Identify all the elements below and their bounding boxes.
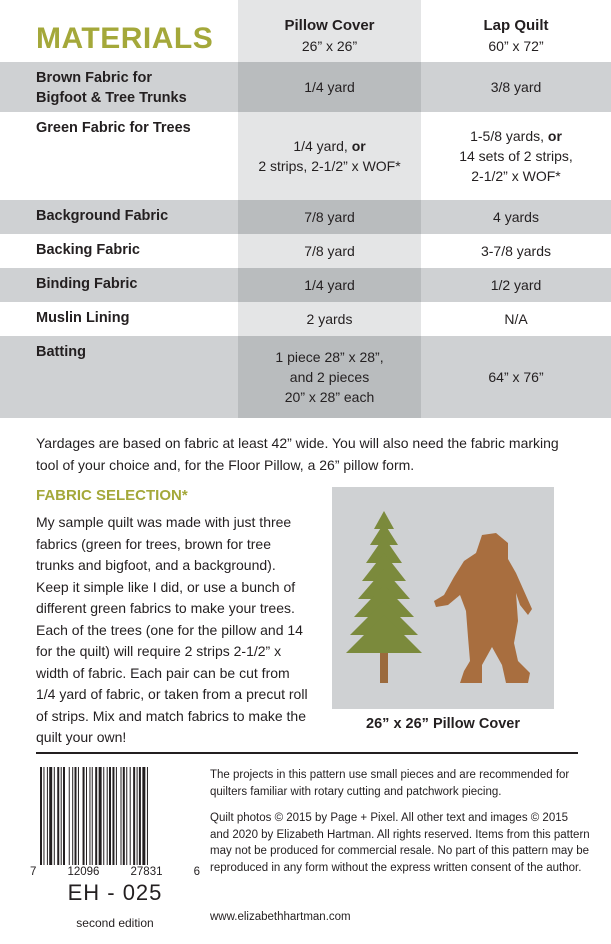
- barcode-bar: [49, 767, 52, 865]
- pillow-amount-line: 1/4 yard: [304, 79, 355, 95]
- quilt-amount: [421, 275, 611, 295]
- product-code: EH - 025: [67, 880, 163, 905]
- barcode-bar: [89, 767, 90, 865]
- fabric-selection-body: My sample quilt was made with just three fabrics (green for trees, brown for tree trunks and bigfoot, and a background). Keep it simple like I did, or use a bunch of different green fabrics to make your trees. Each of the trees (one for the pillow and 14 for the quilt) will require 2 strips 2-1/2” x width of fabric. Each pair can be cut from 1/4 yard of fabric, or taken from a precut roll of strips. Mix and match fabrics to make the quilt your own!: [36, 514, 308, 745]
- barcode-bar: [137, 767, 138, 865]
- barcode: [40, 767, 190, 865]
- skill-note: The projects in this pattern use small pieces and are recommended for quilters familiar with rotary cutting and patchwork piecing.: [210, 769, 570, 798]
- barcode-bar: [40, 767, 42, 865]
- barcode-bar: [78, 767, 79, 865]
- quilt-amount-line: 3/8 yard: [490, 79, 542, 95]
- pillow-column-name: Pillow Cover: [284, 17, 375, 34]
- pillow-amount: [238, 77, 421, 97]
- yardage-note: Yardages are based on fabric at least 42” wide. You will also need the fabric marking tool of your choice and, for the Floor Pillow, a 26” pillow form.: [36, 435, 559, 473]
- barcode-bar: [109, 767, 111, 865]
- barcode-bar: [95, 767, 97, 865]
- quilt-amount-line: 2-1/2” x WOF*: [471, 168, 561, 184]
- barcode-bar: [133, 767, 135, 865]
- barcode-bar: [121, 767, 122, 865]
- material-label: [36, 308, 129, 328]
- quilt-amount-line: 64” x 76”: [488, 369, 544, 385]
- barcode-bar: [126, 767, 127, 865]
- material-label: [36, 118, 191, 138]
- pillow-amount: [238, 309, 421, 329]
- barcode-bar: [103, 767, 104, 865]
- pillow-cover-image: [332, 487, 554, 709]
- materials-row: [0, 268, 611, 302]
- quilt-amount-line: N/A: [504, 311, 528, 327]
- material-label: [36, 240, 140, 260]
- edition-label: second edition: [76, 916, 154, 930]
- website-link[interactable]: www.elizabethhartman.com: [210, 911, 351, 923]
- quilt-amount-line: 1-5/8 yards, or: [470, 128, 562, 144]
- barcode-bar: [123, 767, 125, 865]
- barcode-bar: [116, 767, 117, 865]
- pillow-amount: [238, 207, 421, 227]
- barcode-bar: [130, 767, 131, 865]
- material-label-line: Bigfoot & Tree Trunks: [36, 90, 187, 106]
- pillow-amount: [238, 275, 421, 295]
- barcode-bar: [112, 767, 114, 865]
- materials-row: [0, 112, 611, 200]
- pillow-amount-line: 1/4 yard, or: [293, 138, 366, 154]
- pillow-amount-line: 2 strips, 2-1/2” x WOF*: [258, 158, 401, 174]
- image-caption: 26” x 26” Pillow Cover: [366, 716, 520, 732]
- quilt-amount-line: 1/2 yard: [490, 277, 542, 293]
- barcode-bar: [69, 767, 70, 865]
- barcode-digits: [30, 866, 200, 878]
- pillow-column-size: 26” x 26”: [301, 38, 358, 54]
- quilt-amount-line: 14 sets of 2 strips,: [459, 148, 573, 164]
- barcode-bar: [57, 767, 59, 865]
- barcode-bar: [142, 767, 145, 865]
- material-label: [36, 274, 138, 294]
- barcode-digit-group: 12096: [67, 866, 100, 878]
- barcode-bar: [139, 767, 141, 865]
- barcode-bar: [72, 767, 73, 865]
- materials-title: MATERIALS: [36, 22, 214, 55]
- quilt-amount-line: 4 yards: [493, 209, 539, 225]
- pillow-amount: [238, 241, 421, 261]
- pillow-column-header: [238, 16, 421, 56]
- bigfoot-figure: [434, 533, 532, 683]
- material-label: [36, 206, 168, 226]
- material-label-line: Muslin Lining: [36, 310, 130, 326]
- material-label-line: Batting: [36, 344, 86, 360]
- quilt-amount: [421, 77, 611, 97]
- quilt-column-name: Lap Quilt: [483, 17, 549, 34]
- material-label-line: Background Fabric: [36, 208, 169, 224]
- material-label-line: Green Fabric for Trees: [36, 120, 191, 136]
- pillow-amount-line: and 2 pieces: [289, 369, 370, 385]
- copyright-note: Quilt photos © 2015 by Page + Pixel. All other text and images © 2015 and 2020 by Elizabeth Hartman. All rights reserved. Items from this pattern may not be produced for commercial resale. No part of this pattern may be reproduced in any form without the express written consent of the author.: [210, 812, 590, 874]
- barcode-bar: [83, 767, 85, 865]
- materials-table: [0, 0, 611, 418]
- divider: [36, 752, 578, 754]
- quilt-amount: [421, 309, 611, 329]
- quilt-column-size: 60” x 72”: [488, 38, 544, 54]
- pillow-amount-line: 7/8 yard: [304, 209, 355, 225]
- barcode-digit-group: 7: [30, 866, 37, 878]
- tree-figure: [346, 511, 422, 683]
- material-label: [36, 68, 187, 108]
- quilt-amount: [421, 367, 611, 387]
- pillow-amount-line: 20” x 28” each: [284, 389, 375, 405]
- material-label-line: Brown Fabric for: [36, 70, 153, 86]
- pillow-amount: [238, 136, 421, 176]
- pillow-amount-line: 2 yards: [306, 311, 353, 327]
- pillow-amount-line: 1 piece 28” x 28”,: [275, 349, 384, 365]
- materials-row: [0, 200, 611, 234]
- pillow-amount: [238, 347, 421, 407]
- materials-row: [0, 234, 611, 268]
- fabric-selection-title: FABRIC SELECTION*: [36, 487, 188, 504]
- barcode-bar: [86, 767, 87, 865]
- barcode-bar: [107, 767, 108, 865]
- barcode-bar: [92, 767, 93, 865]
- materials-row: [0, 336, 611, 418]
- pillow-amount-line: 1/4 yard: [304, 277, 355, 293]
- material-label-line: Backing Fabric: [36, 242, 140, 258]
- tree-and-bigfoot-illustration: [332, 487, 554, 709]
- quilt-column-header: [421, 16, 611, 56]
- material-label-line: Binding Fabric: [36, 276, 138, 292]
- pillow-amount-line: 7/8 yard: [304, 243, 355, 259]
- materials-row: [0, 62, 611, 112]
- barcode-bar: [43, 767, 44, 865]
- quilt-amount: [421, 241, 611, 261]
- barcode-bar: [47, 767, 48, 865]
- quilt-amount-line: 3-7/8 yards: [480, 243, 552, 259]
- barcode-bar: [147, 767, 148, 865]
- barcode-bar: [75, 767, 77, 865]
- barcode-bar: [54, 767, 55, 865]
- barcode-digit-group: 6: [193, 866, 200, 878]
- barcode-bar: [61, 767, 62, 865]
- tree-trunk: [380, 649, 388, 683]
- barcode-bar: [63, 767, 65, 865]
- quilt-amount: [421, 207, 611, 227]
- quilt-amount: [421, 126, 611, 186]
- material-label: [36, 342, 86, 362]
- materials-row: [0, 302, 611, 336]
- barcode-bar: [99, 767, 102, 865]
- barcode-digit-group: 27831: [130, 866, 163, 878]
